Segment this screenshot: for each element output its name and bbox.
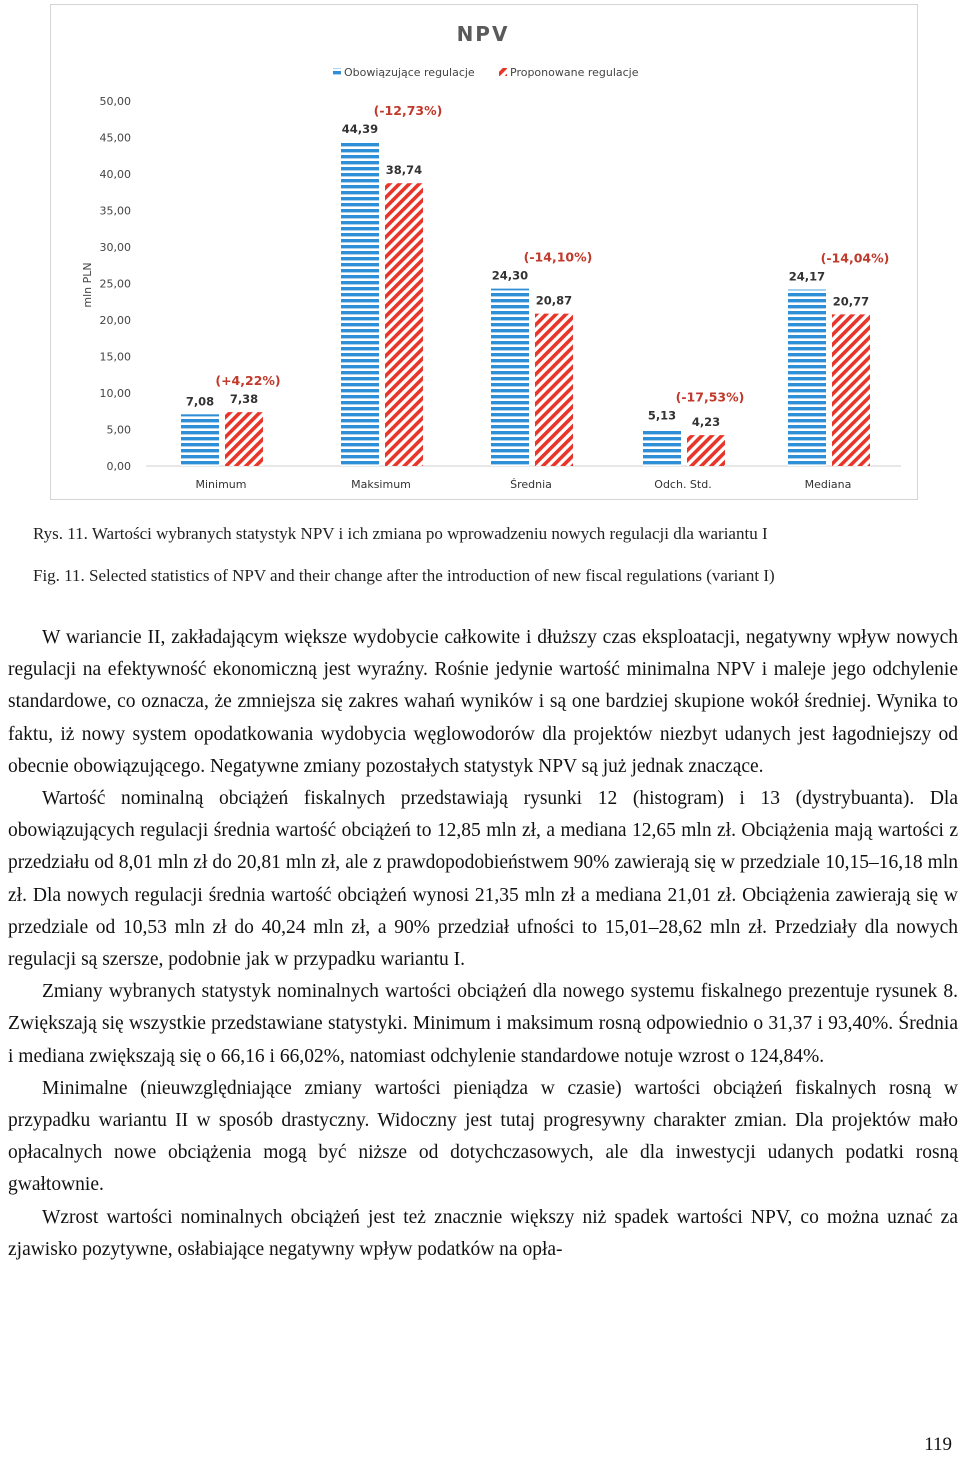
data-label: 5,13: [647, 408, 677, 423]
paragraph: Wartość nominalną obciążeń fiskalnych przedstawiają rysunki 12 (histogram) i 13 (dystrybuanta). Dla obowiązujących regulacji średnia wartość obciążeń to 12,85 mln zł, a mediana 12,65 mln zł. Obciążenia mają wartości z przedziału od 8,01 mln zł do 20,81 mln zł, ale z prawdopodobieństwem 90% zawierają się w przedziale 10,15–16,18 mln zł. Dla nowych regulacji średnia wartość obciążeń wynosi 21,35 mln zł a mediana 21,01 zł. Obciążenia zawierają się w przedziale od 10,53 mln zł do 40,24 mln zł, a 90% przedział ufności to 15,01–28,62 mln zł. Przedziały dla nowych regulacji są szersze, podobnie jak w przypadku wariantu I.: [8, 788, 958, 971]
change-label: (-12,73%): [373, 102, 443, 118]
data-label: 4,23: [691, 415, 721, 430]
y-tick-label: 35,00: [99, 204, 131, 218]
data-label: 44,39: [341, 121, 379, 136]
bar-current: [491, 289, 529, 466]
legend-label: Proponowane regulacje: [510, 66, 639, 79]
x-tick-label: Średnia: [510, 478, 552, 491]
data-label: 7,08: [185, 394, 215, 409]
figure-caption-en: Fig. 11. Selected statistics of NPV and their change after the introduction of new fiscal regulations (variant I): [33, 566, 775, 585]
bar-proposed: [385, 183, 423, 466]
y-tick-label: 0,00: [106, 460, 131, 473]
y-tick-label: 15,00: [99, 350, 131, 364]
legend-swatch: [499, 68, 507, 76]
paragraph: Zmiany wybranych statystyk nominalnych wartości obciążeń dla nowego systemu fiskalnego prezentuje rysunek 8. Zwiększają się wszystkie przedstawiane statystyki. Minimum i maksimum rosną odpowiednio o 31,37 i 93,40%. Średnia i mediana zwiększają się o 66,16 i 66,02%, natomiast odchylenie standardowe notuje wzrost o 124,84%.: [8, 981, 958, 1067]
change-label: (-14,04%): [820, 250, 890, 266]
bar-current: [643, 429, 681, 466]
body-text: [8, 622, 958, 1266]
data-label: 7,38: [229, 392, 259, 407]
data-label: 20,87: [535, 293, 573, 308]
x-tick-label: Minimum: [195, 478, 247, 491]
data-label: 24,30: [491, 268, 529, 283]
y-axis-label: mln PLN: [81, 262, 94, 308]
change-label: (+4,22%): [215, 373, 281, 389]
y-tick-label: 20,00: [99, 314, 131, 327]
y-tick-label: 25,00: [99, 277, 131, 291]
bar-proposed: [687, 435, 725, 466]
chart-title: NPV: [456, 22, 510, 46]
x-tick-label: Odch. Std.: [654, 478, 712, 491]
change-label: (-14,10%): [523, 249, 593, 265]
y-tick-label: 45,00: [99, 131, 131, 145]
chart-legend: [333, 66, 639, 79]
bar-proposed: [832, 314, 870, 466]
bar-proposed: [225, 412, 263, 466]
data-label: 24,17: [788, 269, 826, 284]
change-label: (-17,53%): [675, 389, 745, 405]
paragraph: W wariancie II, zakładającym większe wydobycie całkowite i dłuższy czas eksploatacji, negatywny wpływ nowych regulacji na efektywność ekonomiczną jest wyraźny. Rośnie jedynie wartość minimalna NPV i maleje jego odchylenie standardowe, co oznacza, że zmniejsza się zakres wahań wyników i są one bardziej skupione wokół średniej. Wynika to faktu, iż nowy system opodatkowania wydobycia węglowodorów dla projektów niezbyt udanych jest łagodniejszy od obecnie obowiązującego. Negatywne zmiany pozostałych statystyk NPV są już jednak znaczące.: [8, 627, 958, 777]
paragraph: Minimalne (nieuwzględniające zmiany wartości pieniądza w czasie) wartości obciążeń fiskalnych rosną w przypadku wariantu II w sposób drastyczny. Widoczny jest tutaj progresywny charakter zmian. Dla projektów mało opłacalnych nowe obciążenia mogą być niższe od dotychczasowych, ale dla inwestycji udanych podatki rosną gwałtownie.: [8, 1077, 958, 1196]
bar-proposed: [535, 314, 573, 466]
data-label: 20,77: [832, 294, 870, 309]
y-tick-label: 50,00: [99, 95, 131, 108]
data-label: 38,74: [385, 163, 423, 178]
y-tick-label: 10,00: [99, 387, 131, 400]
page-number: 119: [924, 1434, 952, 1455]
legend-label: Obowiązujące regulacje: [344, 66, 475, 79]
legend-swatch: [333, 68, 341, 76]
y-tick-label: 30,00: [99, 241, 131, 254]
y-tick-label: 40,00: [99, 168, 131, 181]
x-tick-label: Mediana: [804, 478, 852, 491]
y-tick-label: 5,00: [106, 423, 131, 437]
bar-current: [181, 414, 219, 466]
bar-current: [788, 290, 826, 466]
paragraph: Wzrost wartości nominalnych obciążeń jest też znacznie większy niż spadek wartości NPV, co można uznać za zjawisko pozytywne, osłabiające negatywny wpływ podatków na opła-: [8, 1206, 958, 1260]
bars: [181, 103, 889, 491]
figure-caption-pl: Rys. 11. Wartości wybranych statystyk NPV i ich zmiana po wprowadzeniu nowych regulacji dla wariantu I: [33, 524, 768, 543]
bar-current: [341, 142, 379, 466]
chart-canvas: [51, 5, 917, 499]
x-tick-label: Maksimum: [351, 478, 411, 491]
y-axis: [100, 95, 132, 473]
npv-chart: [50, 4, 918, 500]
